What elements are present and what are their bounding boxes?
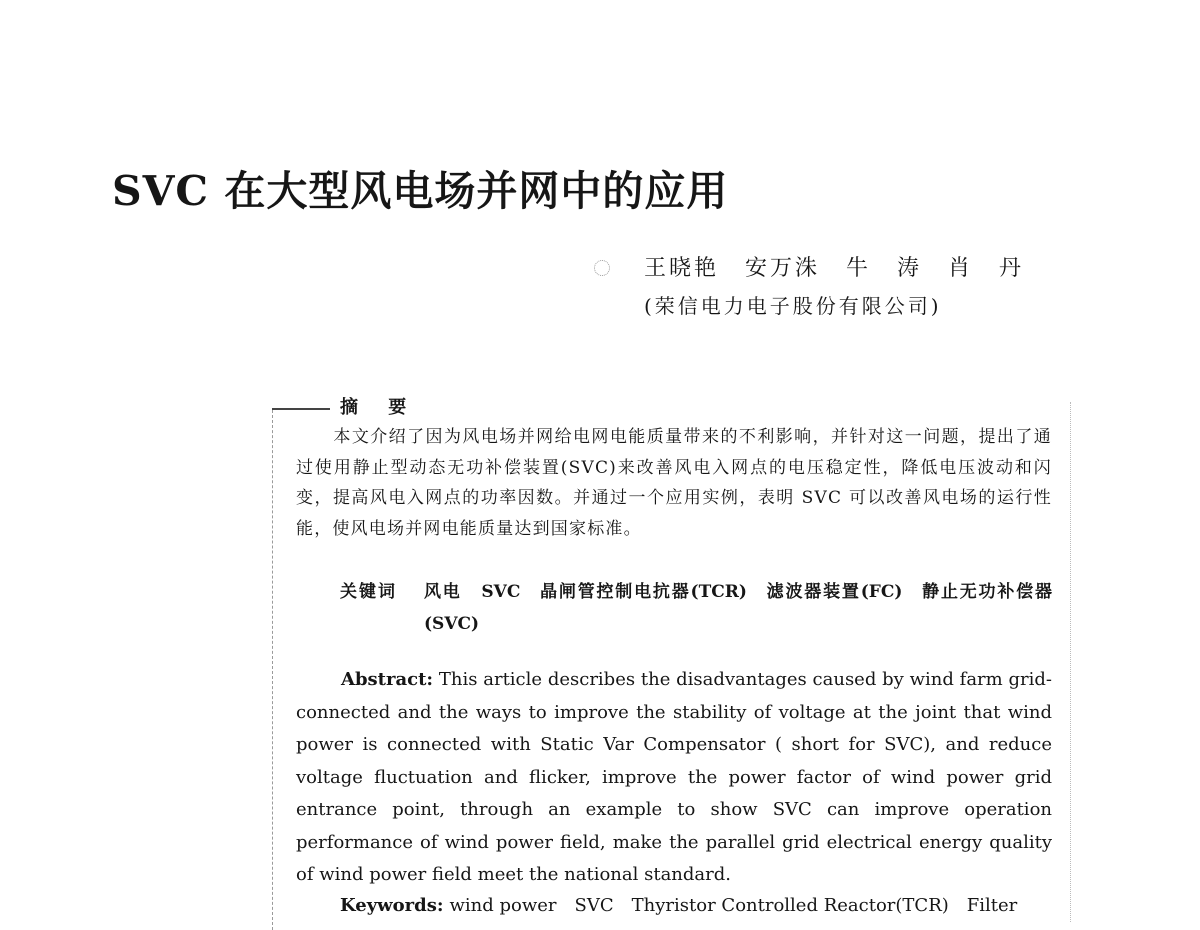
abstract-cn-label: 摘 要 bbox=[340, 397, 419, 418]
circle-bullet-icon bbox=[594, 260, 610, 276]
author-affiliation: (荣信电力电子股份有限公司) bbox=[644, 294, 942, 318]
abstract-en bbox=[296, 664, 1052, 892]
right-border-line bbox=[1070, 402, 1071, 922]
author-line bbox=[594, 254, 1074, 288]
paper-title: SVC 在大型风电场并网中的应用 bbox=[112, 167, 729, 215]
keyword-item: wind power bbox=[449, 895, 557, 916]
abstract-en-label: Abstract: bbox=[341, 669, 434, 690]
keywords-en-label: Keywords: bbox=[340, 895, 444, 916]
abstract-section bbox=[272, 396, 1078, 926]
keywords-cn-label: 关键词 bbox=[340, 582, 397, 602]
author-block bbox=[594, 254, 1074, 318]
keyword-item: SVC bbox=[574, 895, 614, 916]
keywords-cn-list: 风电 SVC 晶闸管控制电抗器(TCR) 滤波器装置(FC) 静止无功补偿器(SVC) bbox=[424, 582, 1052, 634]
keyword-item: Filter bbox=[966, 895, 1018, 916]
keyword-item: Thyristor Controlled Reactor(TCR) bbox=[631, 895, 949, 916]
section-rule bbox=[272, 408, 330, 410]
keywords-en bbox=[340, 890, 1052, 922]
abstract-en-text: This article describes the disadvantages caused by wind farm grid-connected and the ways to improve the stability of voltage at the joint that wind power is connected with Static Var Compensator ( short for SVC), and reduce voltage fluctuation and flicker, improve the power factor of wind power grid entrance point, through an example to show SVC can improve operation performance of wind power field, make the parallel grid electrical energy quality of wind power field meet the national standard. bbox=[296, 669, 1052, 885]
abstract-cn-text: 本文介绍了因为风电场并网给电网电能质量带来的不利影响，并针对这一问题，提出了通过使用静止型动态无功补偿装置(SVC)来改善风电入网点的电压稳定性，降低电压波动和闪变，提高风电入网点的功率因数。并通过一个应用实例，表明 SVC 可以改善风电场的运行性能，使风电场并网电能质量达到国家标准。 bbox=[296, 427, 1052, 539]
author-names: 王晓艳 安万洙 牛 涛 肖 丹 bbox=[644, 256, 1024, 281]
left-border-line bbox=[272, 410, 273, 930]
